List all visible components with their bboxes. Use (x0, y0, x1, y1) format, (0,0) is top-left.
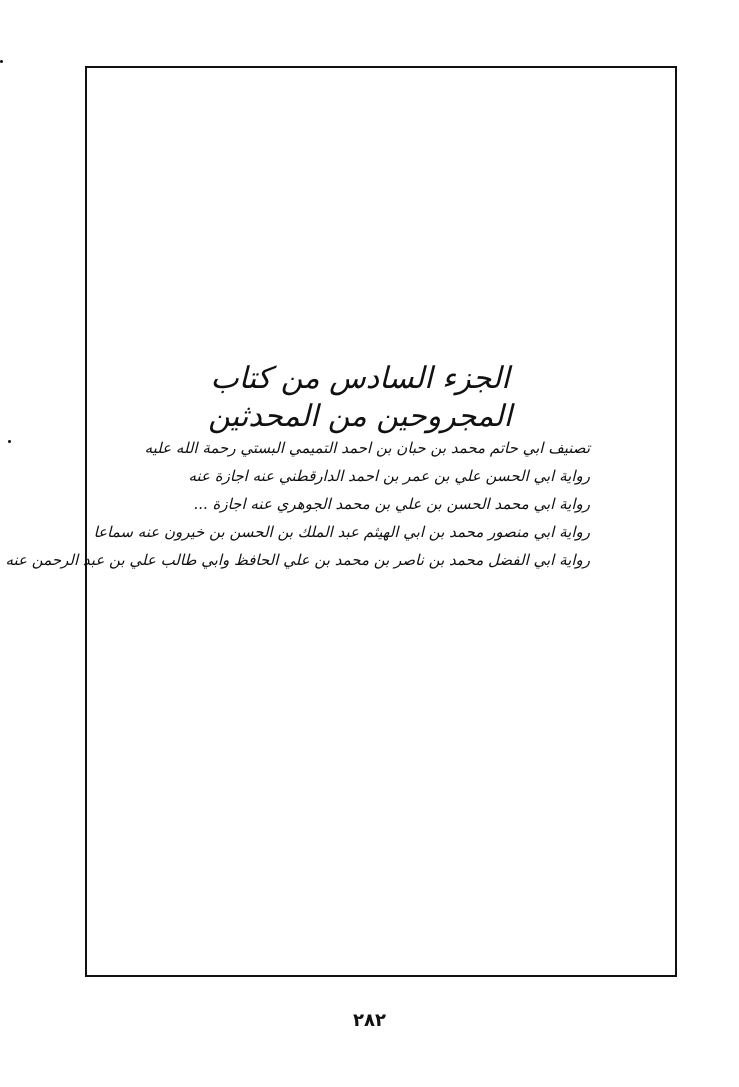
page-number: ٢٨٢ (353, 1010, 386, 1031)
manuscript-line-4: رواية ابي منصور محمد بن ابي الهيثم عبد الملك بن الحسن بن خيرون عنه سماعا (93, 523, 590, 541)
manuscript-line-5: رواية ابي الفضل محمد بن ناصر بن محمد بن علي الحافظ وابي طالب علي بن عبد الرحمن عنه (5, 551, 590, 569)
manuscript-block (5, 350, 620, 610)
margin-mark-top (0, 60, 3, 63)
manuscript-line-2: رواية ابي الحسن علي بن عمر بن احمد الدارقطني عنه اجازة عنه (188, 467, 590, 485)
manuscript-line-3: رواية ابي محمد الحسن بن علي بن محمد الجوهري عنه اجازة ... (193, 495, 590, 513)
manuscript-line-1: تصنيف ابي حاتم محمد بن حبان بن احمد التميمي البستي رحمة الله عليه (144, 439, 590, 457)
margin-mark-middle (8, 440, 11, 443)
manuscript-title: الجزء السادس من كتاب المجروحين من المحدثين (208, 361, 512, 434)
